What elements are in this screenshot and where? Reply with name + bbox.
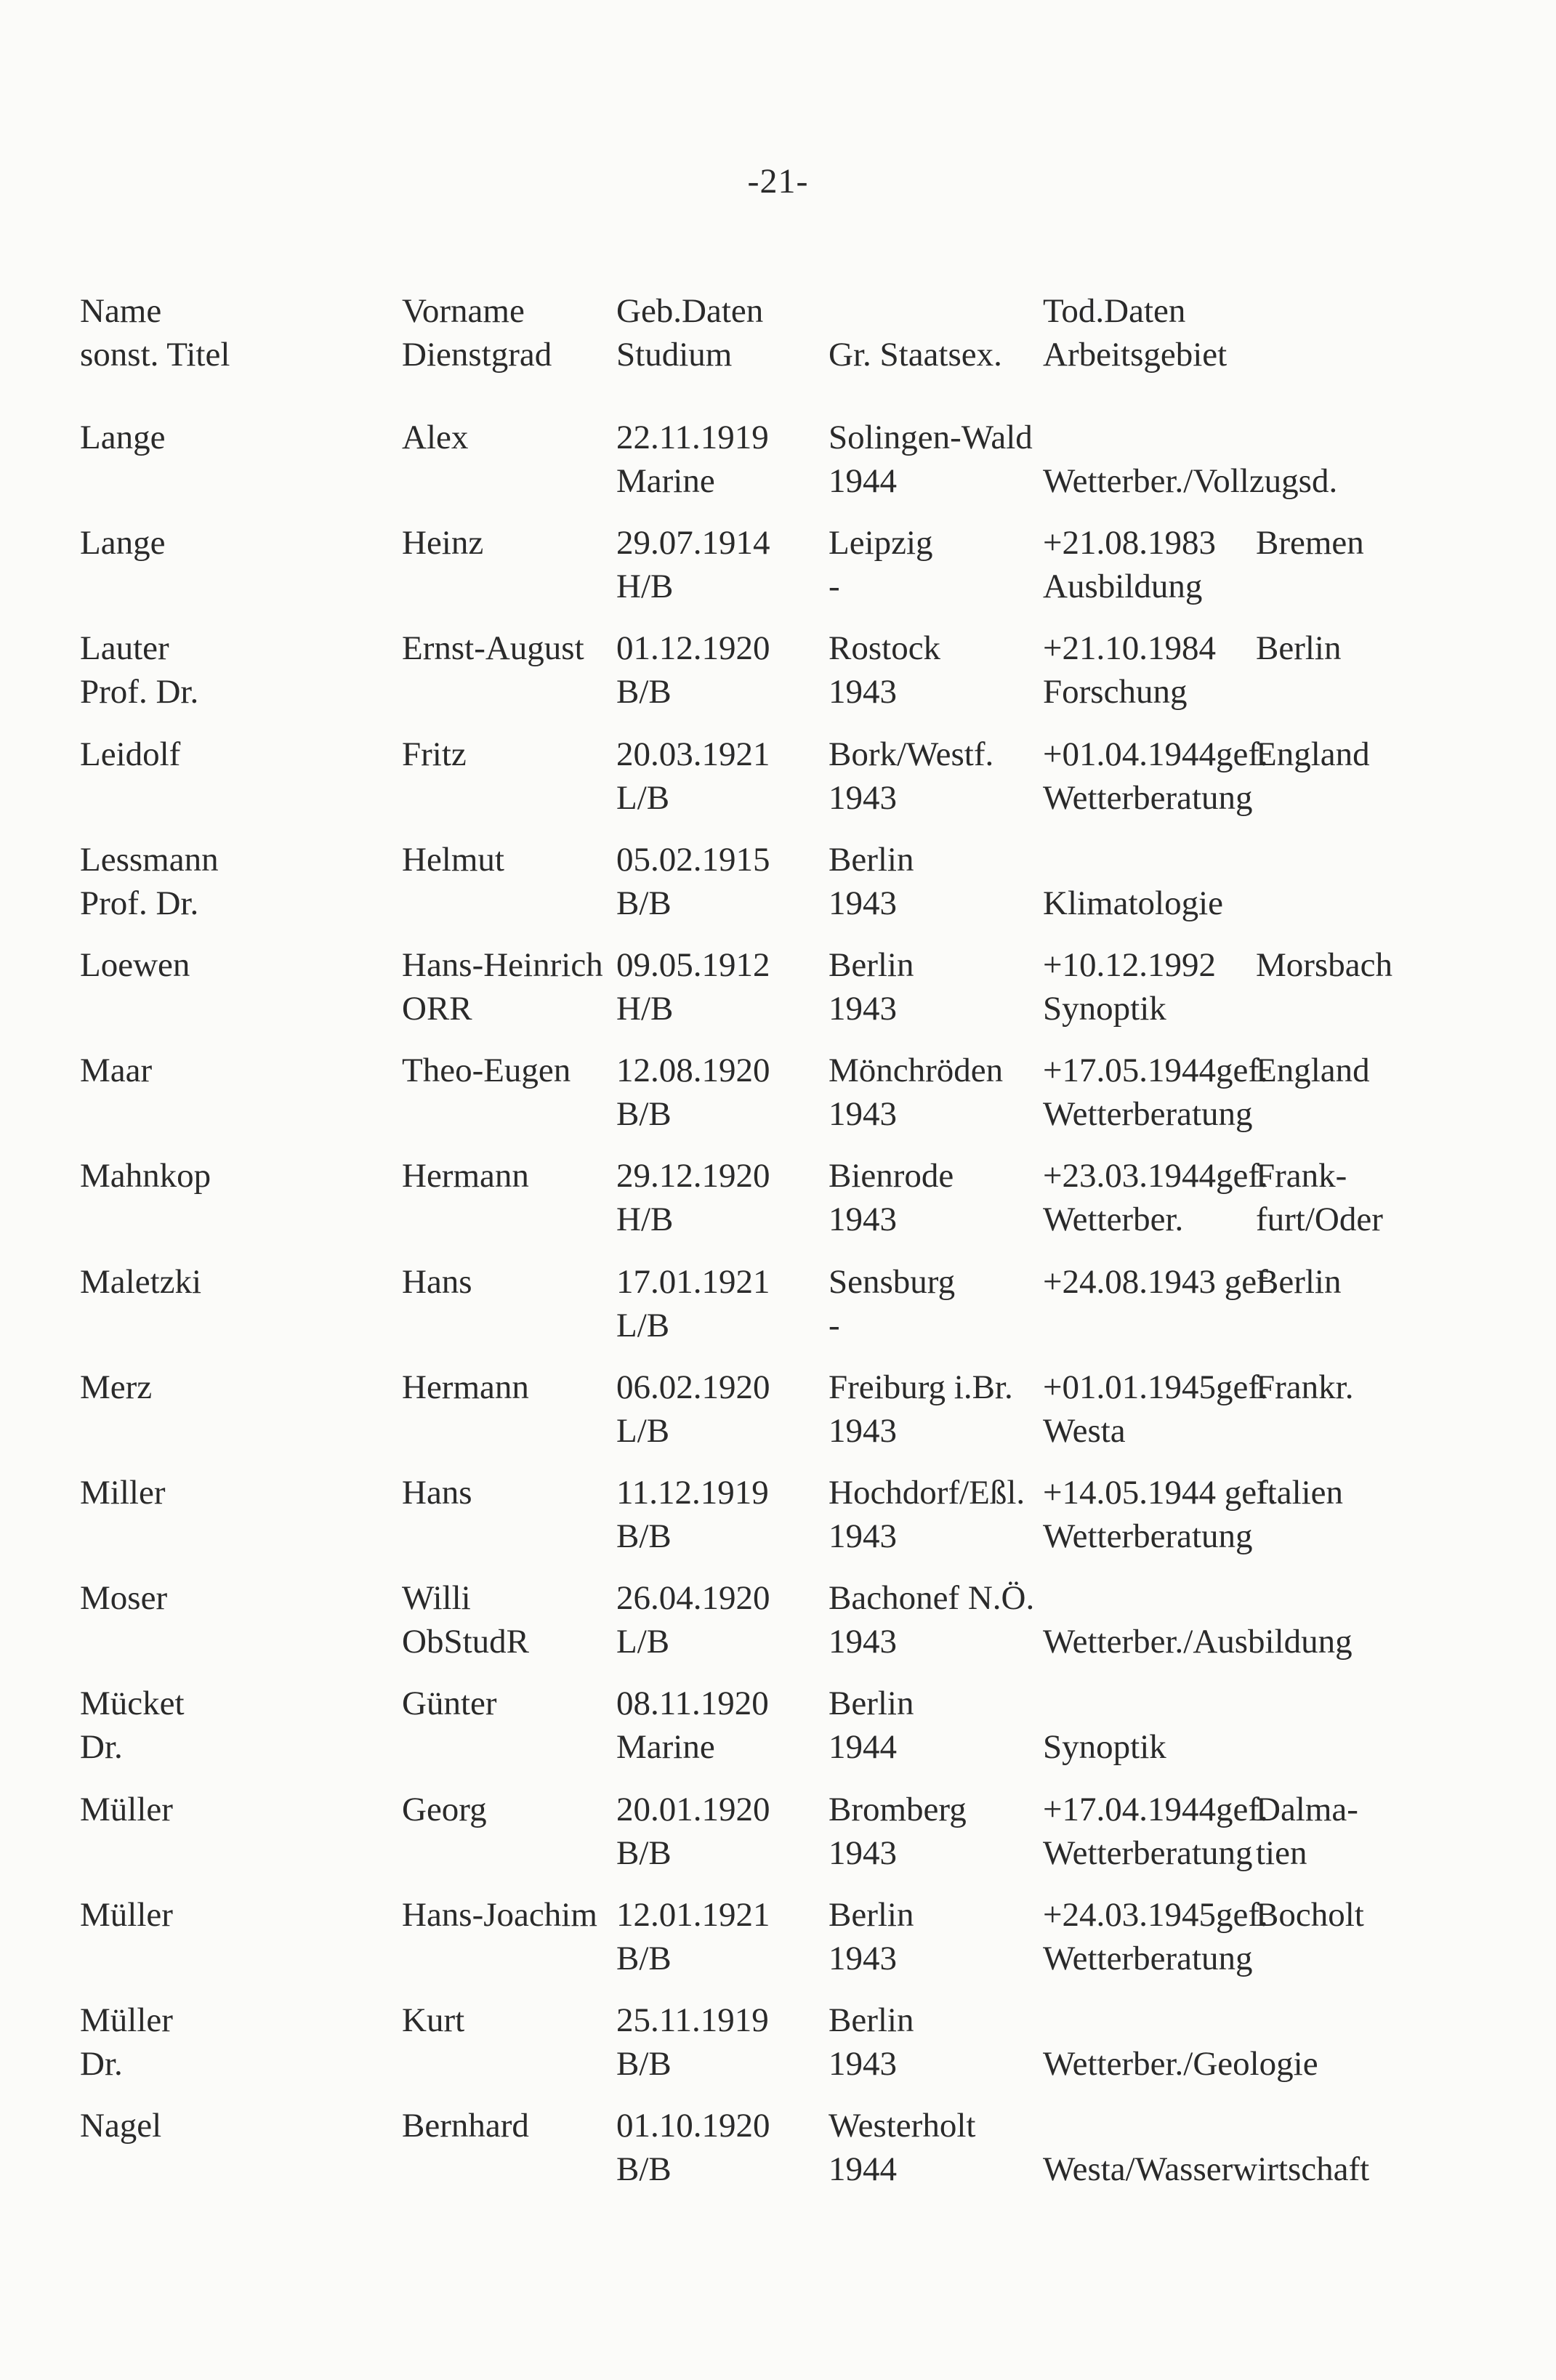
table-row (0, 1049, 1556, 1136)
table-row (0, 838, 1556, 925)
row-death: +21.08.1983 (1043, 524, 1217, 562)
table-row (0, 1788, 1556, 1875)
row-born: 01.10.1920 (616, 2107, 770, 2145)
row-vorname: Georg (402, 1791, 487, 1828)
row-death-place: Italien (1256, 1474, 1344, 1512)
row-death-place: Bocholt (1256, 1896, 1364, 1934)
row-name: Merz (80, 1368, 153, 1406)
row-death-place: England (1256, 1052, 1370, 1089)
row-death: +01.04.1944gef. (1043, 735, 1268, 773)
row-study: B/B (616, 1095, 672, 1133)
row-vorname: Alex (402, 419, 469, 456)
row-born: 20.01.1920 (616, 1791, 770, 1828)
row-work: Ausbildung (1043, 568, 1203, 605)
row-study: H/B (616, 990, 674, 1028)
row-name: Lange (80, 419, 166, 456)
row-exam: 1944 (829, 462, 897, 500)
row-birthplace: Solingen-Wald (829, 419, 1033, 456)
header-geb: Geb.Daten (616, 292, 764, 330)
row-study: L/B (616, 779, 670, 817)
row-work-cont: furt/Oder (1256, 1201, 1383, 1238)
row-vorname: Theo-Eugen (402, 1052, 571, 1089)
row-birthplace: Hochdorf/Eßl. (829, 1474, 1025, 1512)
table-row (0, 1682, 1556, 1769)
row-vorname: Helmut (402, 841, 504, 879)
row-vorname: Hermann (402, 1368, 529, 1406)
row-birthplace: Freiburg i.Br. (829, 1368, 1013, 1406)
table-row (0, 733, 1556, 820)
row-exam: 1943 (829, 2045, 897, 2083)
row-work: Wetterber. (1043, 1201, 1184, 1238)
row-born: 29.07.1914 (616, 524, 770, 562)
table-row (0, 1471, 1556, 1558)
row-study: B/B (616, 1834, 672, 1872)
row-death: +17.05.1944gef. (1043, 1052, 1268, 1089)
header-staatsex: Gr. Staatsex. (829, 336, 1002, 374)
header-name: Name (80, 292, 162, 330)
row-name: Mahnkop (80, 1157, 211, 1195)
row-vorname: Ernst-August (402, 629, 584, 667)
row-birthplace: Berlin (829, 946, 914, 984)
row-death-place: Morsbach (1256, 946, 1392, 984)
row-study: L/B (616, 1307, 670, 1344)
row-study: L/B (616, 1412, 670, 1450)
row-death: +01.01.1945gef. (1043, 1368, 1268, 1406)
row-work: Westa (1043, 1412, 1126, 1450)
row-exam: 1943 (829, 1834, 897, 1872)
row-study: B/B (616, 673, 672, 711)
row-rank: ORR (402, 990, 472, 1028)
row-name: Lessmann (80, 841, 219, 879)
row-work: Wetterber./Geologie (1043, 2045, 1318, 2083)
row-birthplace: Berlin (829, 1896, 914, 1934)
row-vorname: Hans-Heinrich (402, 946, 603, 984)
row-vorname: Kurt (402, 2001, 465, 2039)
row-birthplace: Rostock (829, 629, 941, 667)
row-death: +17.04.1944gef. (1043, 1791, 1268, 1828)
row-exam: - (829, 568, 840, 605)
row-vorname: Bernhard (402, 2107, 529, 2145)
row-born: 12.08.1920 (616, 1052, 770, 1089)
row-vorname: Hans-Joachim (402, 1896, 597, 1934)
row-exam: 1943 (829, 884, 897, 922)
row-study: B/B (616, 2150, 672, 2188)
row-work: Wetterberatung (1043, 1940, 1253, 1977)
row-name: Maletzki (80, 1263, 202, 1301)
row-study: B/B (616, 1517, 672, 1555)
row-name: Lange (80, 524, 166, 562)
row-vorname: Hermann (402, 1157, 529, 1195)
row-born: 20.03.1921 (616, 735, 770, 773)
row-born: 09.05.1912 (616, 946, 770, 984)
table-row (0, 416, 1556, 503)
header-dienstgrad: Dienstgrad (402, 336, 552, 374)
row-exam: 1944 (829, 1728, 897, 1766)
row-born: 29.12.1920 (616, 1157, 770, 1195)
row-exam: 1943 (829, 1623, 897, 1661)
table-row (0, 2104, 1556, 2191)
row-death: +21.10.1984 (1043, 629, 1217, 667)
row-death-place: Frankr. (1256, 1368, 1354, 1406)
row-rank: ObStudR (402, 1623, 529, 1661)
row-born: 08.11.1920 (616, 1685, 769, 1722)
row-name: Miller (80, 1474, 166, 1512)
row-born: 26.04.1920 (616, 1579, 770, 1617)
row-work: Wetterber./Ausbildung (1043, 1623, 1353, 1661)
row-born: 05.02.1915 (616, 841, 770, 879)
row-name: Nagel (80, 2107, 162, 2145)
row-work: Wetterberatung (1043, 779, 1253, 817)
row-born: 01.12.1920 (616, 629, 770, 667)
row-work-cont: tien (1256, 1834, 1307, 1872)
row-title: Dr. (80, 2045, 123, 2083)
header-tod: Tod.Daten (1043, 292, 1186, 330)
table-row (0, 1366, 1556, 1453)
row-death: +14.05.1944 gef. (1043, 1474, 1277, 1512)
row-birthplace: Berlin (829, 841, 914, 879)
row-death-place: Bremen (1256, 524, 1364, 562)
row-death: +24.03.1945gef. (1043, 1896, 1268, 1934)
row-name: Loewen (80, 946, 190, 984)
row-exam: 1943 (829, 1201, 897, 1238)
row-birthplace: Bachonef N.Ö. (829, 1579, 1035, 1617)
header-title: sonst. Titel (80, 336, 230, 374)
row-born: 22.11.1919 (616, 419, 769, 456)
row-exam: 1943 (829, 673, 897, 711)
row-name: Müller (80, 2001, 173, 2039)
row-work: Westa/Wasserwirtschaft (1043, 2150, 1370, 2188)
row-work: Wetterberatung (1043, 1095, 1253, 1133)
row-exam: 1943 (829, 1095, 897, 1133)
table-row (0, 943, 1556, 1030)
row-name: Maar (80, 1052, 153, 1089)
row-death-place: England (1256, 735, 1370, 773)
row-death-place: Berlin (1256, 1263, 1342, 1301)
row-exam: - (829, 1307, 840, 1344)
row-birthplace: Berlin (829, 1685, 914, 1722)
row-name: Müller (80, 1791, 173, 1828)
row-exam: 1943 (829, 779, 897, 817)
row-born: 12.01.1921 (616, 1896, 770, 1934)
row-title: Prof. Dr. (80, 884, 199, 922)
row-study: L/B (616, 1623, 670, 1661)
page-number: -21- (747, 162, 809, 201)
row-study: B/B (616, 1940, 672, 1977)
row-birthplace: Sensburg (829, 1263, 956, 1301)
row-death-place: Frank- (1256, 1157, 1347, 1195)
row-name: Mücket (80, 1685, 185, 1722)
row-born: 06.02.1920 (616, 1368, 770, 1406)
row-title: Dr. (80, 1728, 123, 1766)
row-vorname: Hans (402, 1474, 472, 1512)
row-study: H/B (616, 1201, 674, 1238)
row-born: 11.12.1919 (616, 1474, 769, 1512)
row-work: Wetterberatung (1043, 1834, 1253, 1872)
row-study: Marine (616, 1728, 715, 1766)
row-death: +23.03.1944gef. (1043, 1157, 1268, 1195)
row-exam: 1943 (829, 1517, 897, 1555)
row-study: H/B (616, 568, 674, 605)
table-row (0, 1154, 1556, 1241)
row-death: +10.12.1992 (1043, 946, 1217, 984)
row-vorname: Hans (402, 1263, 472, 1301)
row-death-place: Dalma- (1256, 1791, 1358, 1828)
row-exam: 1943 (829, 990, 897, 1028)
row-birthplace: Westerholt (829, 2107, 976, 2145)
row-exam: 1944 (829, 2150, 897, 2188)
row-born: 25.11.1919 (616, 2001, 769, 2039)
row-title: Prof. Dr. (80, 673, 199, 711)
row-birthplace: Leipzig (829, 524, 933, 562)
row-name: Moser (80, 1579, 168, 1617)
table-header (0, 289, 1556, 376)
header-studium: Studium (616, 336, 733, 374)
row-study: B/B (616, 2045, 672, 2083)
row-born: 17.01.1921 (616, 1263, 770, 1301)
row-birthplace: Bork/Westf. (829, 735, 994, 773)
row-work: Forschung (1043, 673, 1188, 711)
row-vorname: Fritz (402, 735, 467, 773)
header-vorname: Vorname (402, 292, 525, 330)
table-row (0, 626, 1556, 714)
row-vorname: Günter (402, 1685, 497, 1722)
header-arbeitsgebiet: Arbeitsgebiet (1043, 336, 1228, 374)
row-name: Müller (80, 1896, 173, 1934)
row-work: Wetterber./Vollzugsd. (1043, 462, 1338, 500)
table-row (0, 1998, 1556, 2086)
table-row (0, 1893, 1556, 1980)
row-birthplace: Berlin (829, 2001, 914, 2039)
row-study: B/B (616, 884, 672, 922)
row-work: Wetterberatung (1043, 1517, 1253, 1555)
row-exam: 1943 (829, 1940, 897, 1977)
table-row (0, 521, 1556, 608)
row-name: Leidolf (80, 735, 181, 773)
row-vorname: Willi (402, 1579, 471, 1617)
row-study: Marine (616, 462, 715, 500)
row-work: Klimatologie (1043, 884, 1224, 922)
row-death: +24.08.1943 gef. (1043, 1263, 1277, 1301)
row-work: Synoptik (1043, 990, 1166, 1028)
row-birthplace: Bienrode (829, 1157, 954, 1195)
row-death-place: Berlin (1256, 629, 1342, 667)
row-birthplace: Bromberg (829, 1791, 967, 1828)
row-birthplace: Mönchröden (829, 1052, 1004, 1089)
table-row (0, 1260, 1556, 1347)
row-vorname: Heinz (402, 524, 484, 562)
row-work: Synoptik (1043, 1728, 1166, 1766)
row-name: Lauter (80, 629, 169, 667)
table-row (0, 1576, 1556, 1663)
row-exam: 1943 (829, 1412, 897, 1450)
